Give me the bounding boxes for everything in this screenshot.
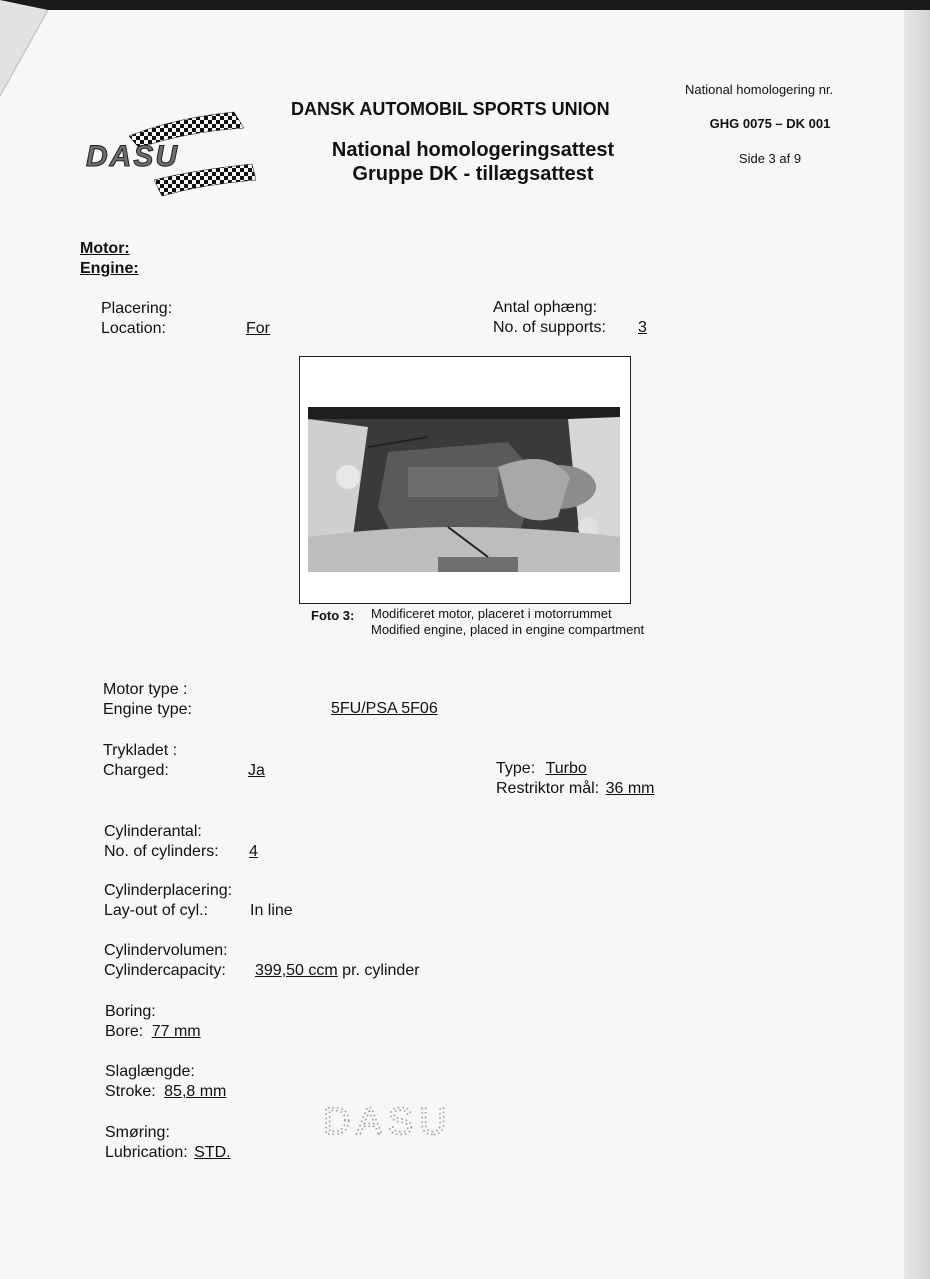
photo-caption — [371, 606, 644, 638]
homolog-label: National homologering nr. — [685, 82, 834, 97]
lubrication-value: STD. — [194, 1144, 231, 1161]
engine-type-label — [103, 680, 192, 720]
stamp-text: DASU — [323, 1101, 453, 1143]
engine-type-label-da: Motor type : — [103, 681, 188, 698]
section-heading-da: Motor: — [80, 240, 130, 257]
supports-label-da: Antal ophæng: — [493, 299, 598, 316]
layout-label-en: Lay-out of cyl.: — [104, 902, 209, 919]
section-heading — [80, 239, 139, 279]
restrictor-value: 36 mm — [605, 780, 655, 797]
charged-value: Ja — [248, 762, 265, 779]
section-heading-en: Engine: — [80, 260, 139, 277]
location-label-da: Placering: — [101, 300, 173, 317]
scan-top-edge — [0, 0, 930, 10]
lubrication-label-en: Lubrication: — [105, 1144, 188, 1161]
page-number: Side 3 af 9 — [738, 151, 802, 166]
stroke-value: 85,8 mm — [164, 1083, 227, 1100]
supports-label-en: No. of supports: — [493, 319, 606, 336]
capacity-label — [104, 941, 228, 981]
location-value: For — [246, 320, 270, 337]
capacity-label-en: Cylindercapacity: — [104, 962, 226, 979]
cylinders-label-da: Cylinderantal: — [104, 823, 202, 840]
capacity-value-group — [255, 961, 420, 981]
layout-value: In line — [250, 902, 293, 919]
turbo-type-label: Type: — [496, 760, 536, 777]
location-label-en: Location: — [101, 320, 166, 337]
engine-type-value: 5FU/PSA 5F06 — [331, 700, 438, 717]
engine-type-label-en: Engine type: — [103, 701, 192, 718]
bore-label-da: Boring: — [105, 1003, 156, 1020]
capacity-suffix: pr. cylinder — [342, 962, 420, 979]
stroke-label-da: Slaglængde: — [105, 1063, 195, 1080]
bore-row — [105, 1022, 201, 1042]
photo-caption-da: Modificeret motor, placeret i motorrummet — [371, 606, 612, 621]
lubrication-row — [105, 1143, 231, 1163]
charged-label — [103, 741, 177, 781]
doc-title-line2: Gruppe DK - tillægsattest — [352, 163, 594, 185]
cylinders-label — [104, 822, 219, 862]
photo-caption-en: Modified engine, placed in engine compartment — [371, 622, 645, 637]
dasu-logo — [84, 108, 264, 198]
restrictor — [496, 779, 654, 799]
layout-label — [104, 881, 232, 921]
embossed-stamp — [318, 1096, 468, 1146]
cylinders-value: 4 — [249, 843, 258, 860]
stroke-row — [105, 1082, 226, 1102]
layout-label-da: Cylinderplacering: — [104, 882, 233, 899]
restrictor-label: Restriktor mål: — [496, 780, 600, 797]
turbo-type — [496, 759, 587, 779]
engine-photo-frame — [299, 356, 631, 604]
org-name: DANSK AUTOMOBIL SPORTS UNION — [291, 99, 610, 119]
charged-label-da: Trykladet : — [103, 742, 178, 759]
folded-corner — [0, 0, 70, 100]
supports-label — [493, 298, 606, 338]
photo-label: Foto 3: — [311, 608, 355, 623]
scan-right-edge — [904, 10, 930, 1279]
bore-value: 77 mm — [151, 1023, 201, 1040]
engine-photo — [308, 407, 620, 572]
capacity-value: 399,50 ccm — [255, 962, 338, 979]
lubrication-label-da: Smøring: — [105, 1124, 170, 1141]
cylinders-label-en: No. of cylinders: — [104, 843, 219, 860]
bore-label-en: Bore: — [105, 1023, 144, 1040]
location-label — [101, 299, 172, 339]
charged-label-en: Charged: — [103, 762, 169, 779]
supports-value: 3 — [638, 319, 647, 336]
logo-wordmark: DASU — [86, 140, 180, 173]
stroke-label-en: Stroke: — [105, 1083, 156, 1100]
capacity-label-da: Cylindervolumen: — [104, 942, 228, 959]
doc-title — [300, 138, 646, 186]
turbo-type-value: Turbo — [545, 760, 587, 777]
doc-title-line1: National homologeringsattest — [331, 139, 615, 161]
homolog-number: GHG 0075 – DK 001 — [709, 116, 831, 131]
